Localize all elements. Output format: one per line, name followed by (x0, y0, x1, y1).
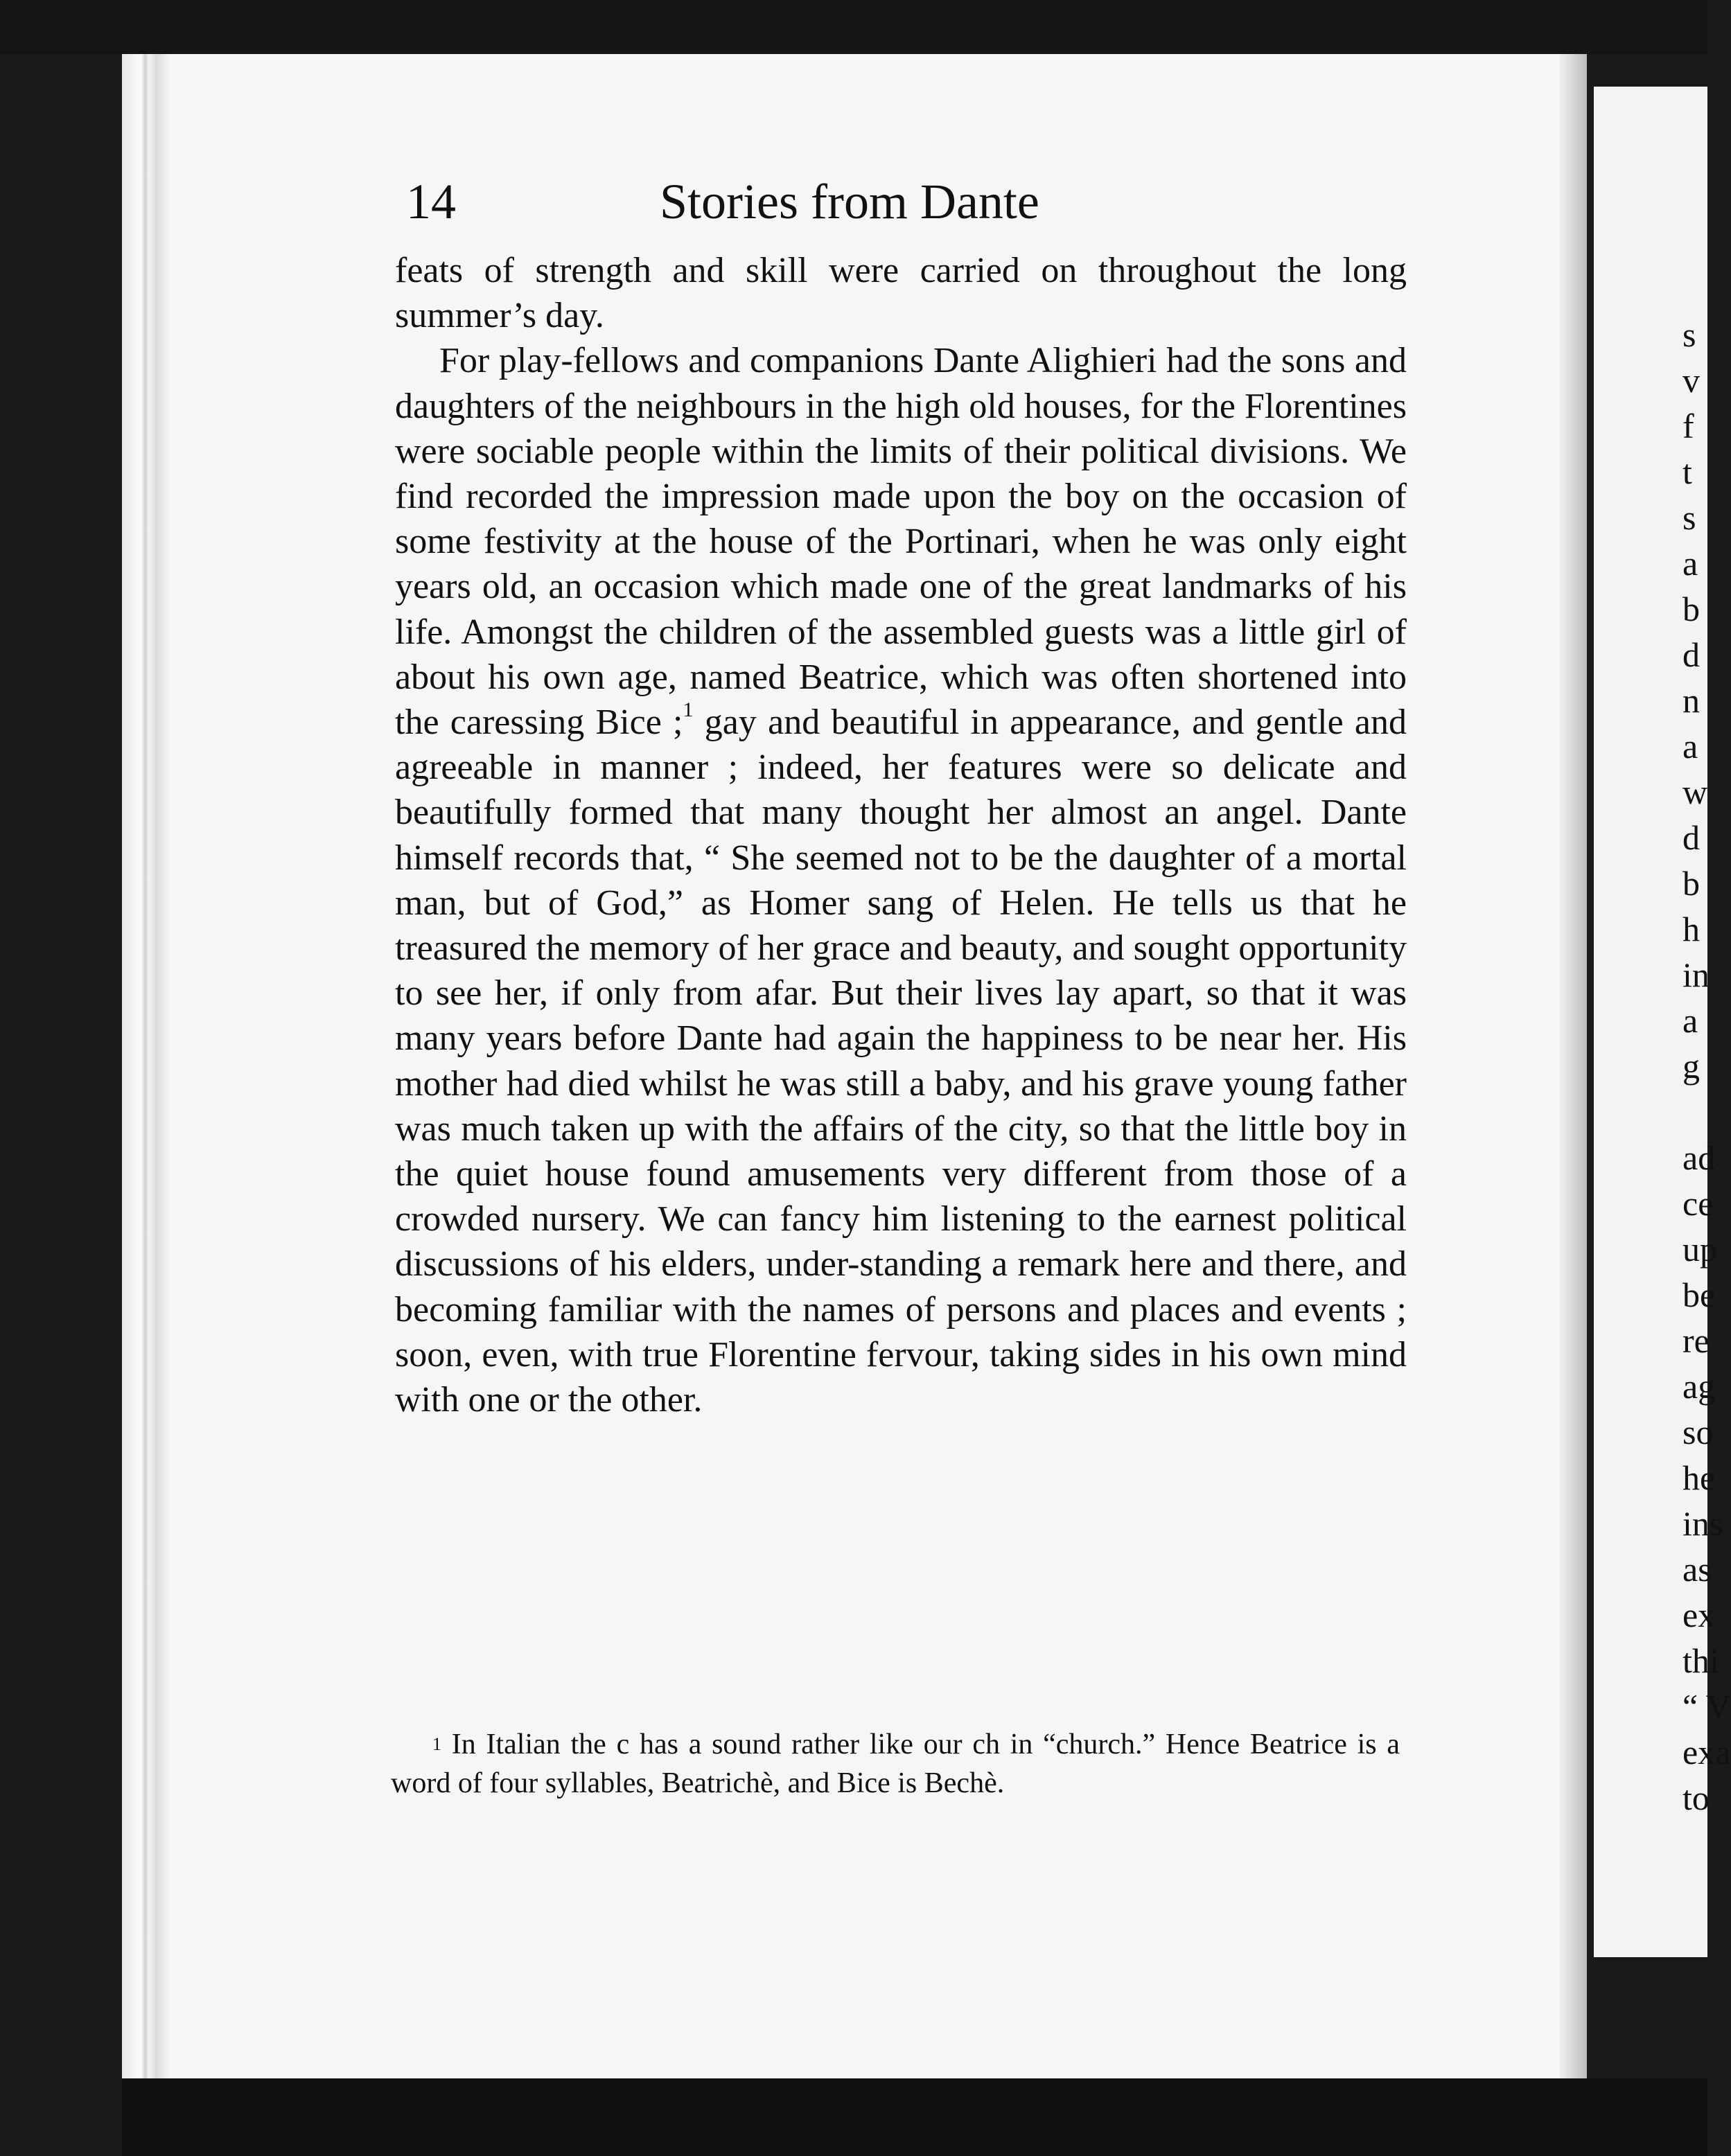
paragraph-text-continued: gay and beautiful in appearance, and gentle and agreeable in manner ; indeed, her features were so delicate and beautifully formed that many thought her almost an angel. Dante himself records that, “ She seemed not to be the daughter of a mortal man, but of God,” as Homer sang of Helen. He tells us that he treasured the memory of her grace and beauty, and sought opportunity to see her, if only from afar. But their lives lay apart, so that it was many years before Dante had again the happiness to be near her. His mother had died whilst he was still a baby, and his grave young father was much taken up with the affairs of the city, so that the little boy in the quiet house found amusements very different from those of a crowded nursery. We can fancy him listening to the earnest political discussions of his elders, under-standing a remark here and there, and becoming familiar with the names of persons and places and events ; soon, even, with true Florentine fervour, taking sides in his own mind with one or the other. (395, 703, 1407, 1420)
paragraph-beatrice (395, 338, 1407, 1422)
paragraph-continuation: feats of strength and skill were carried on throughout the long summer’s day. (395, 251, 1407, 336)
facing-page-fragment: n (1682, 681, 1700, 720)
facing-page-fragment: he (1682, 1458, 1716, 1497)
facing-page-fragment: s (1682, 498, 1696, 537)
facing-page-fragment: up (1682, 1230, 1717, 1269)
facing-page-fragment: b (1682, 590, 1700, 628)
facing-page-fragment: s (1682, 315, 1696, 354)
facing-page-fragment: a (1682, 727, 1698, 766)
facing-page-fragment: g (1682, 1047, 1700, 1086)
facing-page-fragment: be (1682, 1275, 1716, 1314)
book-gutter (1559, 54, 1587, 2078)
facing-page-fragment: exa (1682, 1733, 1731, 1771)
facing-page-fragment: w (1682, 772, 1708, 811)
scan-top-border (0, 0, 1707, 54)
facing-page-fragment: h (1682, 910, 1700, 948)
facing-page-fragment: re (1682, 1321, 1710, 1360)
facing-page-fragment: ex (1682, 1596, 1716, 1634)
footnote-mark: 1 (432, 1734, 441, 1754)
facing-page-fragment: “ V (1682, 1687, 1731, 1726)
facing-page-fragment: in (1682, 955, 1710, 994)
facing-page-text (1682, 312, 1731, 1821)
facing-page-fragment: t (1682, 452, 1692, 491)
footnote-text: In Italian the c has a sound rather like our ch in “church.” Hence Beatrice is a word of four syllables, Beatrichè, and Bice is Bechè. (391, 1729, 1400, 1799)
paragraph-text: For play-fellows and companions Dante Alighieri had the sons and daughters of the neighbours in the high old houses, for the Florentines were sociable people within the limits of their political divisions. We find recorded the impression made upon the boy on the occasion of some festivity at the house of the Portinari, when he was only eight years old, an occasion which made one of the great landmarks of his life. Amongst the children of the assembled guests was a little girl of about his own age, named Beatrice, which was often shortened into the caressing Bice ; (395, 341, 1407, 743)
facing-page-fragment: ins (1682, 1504, 1723, 1543)
facing-page-fragment: ce (1682, 1184, 1714, 1223)
facing-page-fragment: ad (1682, 1138, 1716, 1177)
page-number: 14 (406, 174, 456, 229)
facing-page-fragment: d (1682, 635, 1700, 674)
facing-page-fragment: as (1682, 1550, 1712, 1589)
footnote-reference: 1 (683, 698, 694, 722)
facing-page-fragment (1682, 1089, 1710, 1135)
page-header (406, 173, 1432, 236)
body-text (395, 248, 1407, 1422)
running-title: Stories from Dante (660, 174, 1039, 229)
facing-page-fragment: a (1682, 544, 1698, 583)
facing-page-fragment: d (1682, 818, 1700, 857)
facing-page-fragment: a (1682, 1001, 1698, 1040)
scan-bottom-border (122, 2078, 1707, 2156)
facing-page-fragment: thi (1682, 1641, 1719, 1680)
facing-page-fragment: f (1682, 407, 1694, 445)
facing-page-fragment: to (1682, 1778, 1710, 1817)
facing-page-fragment: v (1682, 361, 1700, 400)
facing-page-fragment: so (1682, 1413, 1714, 1451)
footnote (391, 1725, 1400, 1803)
facing-page-fragment: b (1682, 864, 1700, 903)
facing-page-fragment: ag (1682, 1367, 1716, 1406)
page-edge-stack (122, 54, 170, 2078)
